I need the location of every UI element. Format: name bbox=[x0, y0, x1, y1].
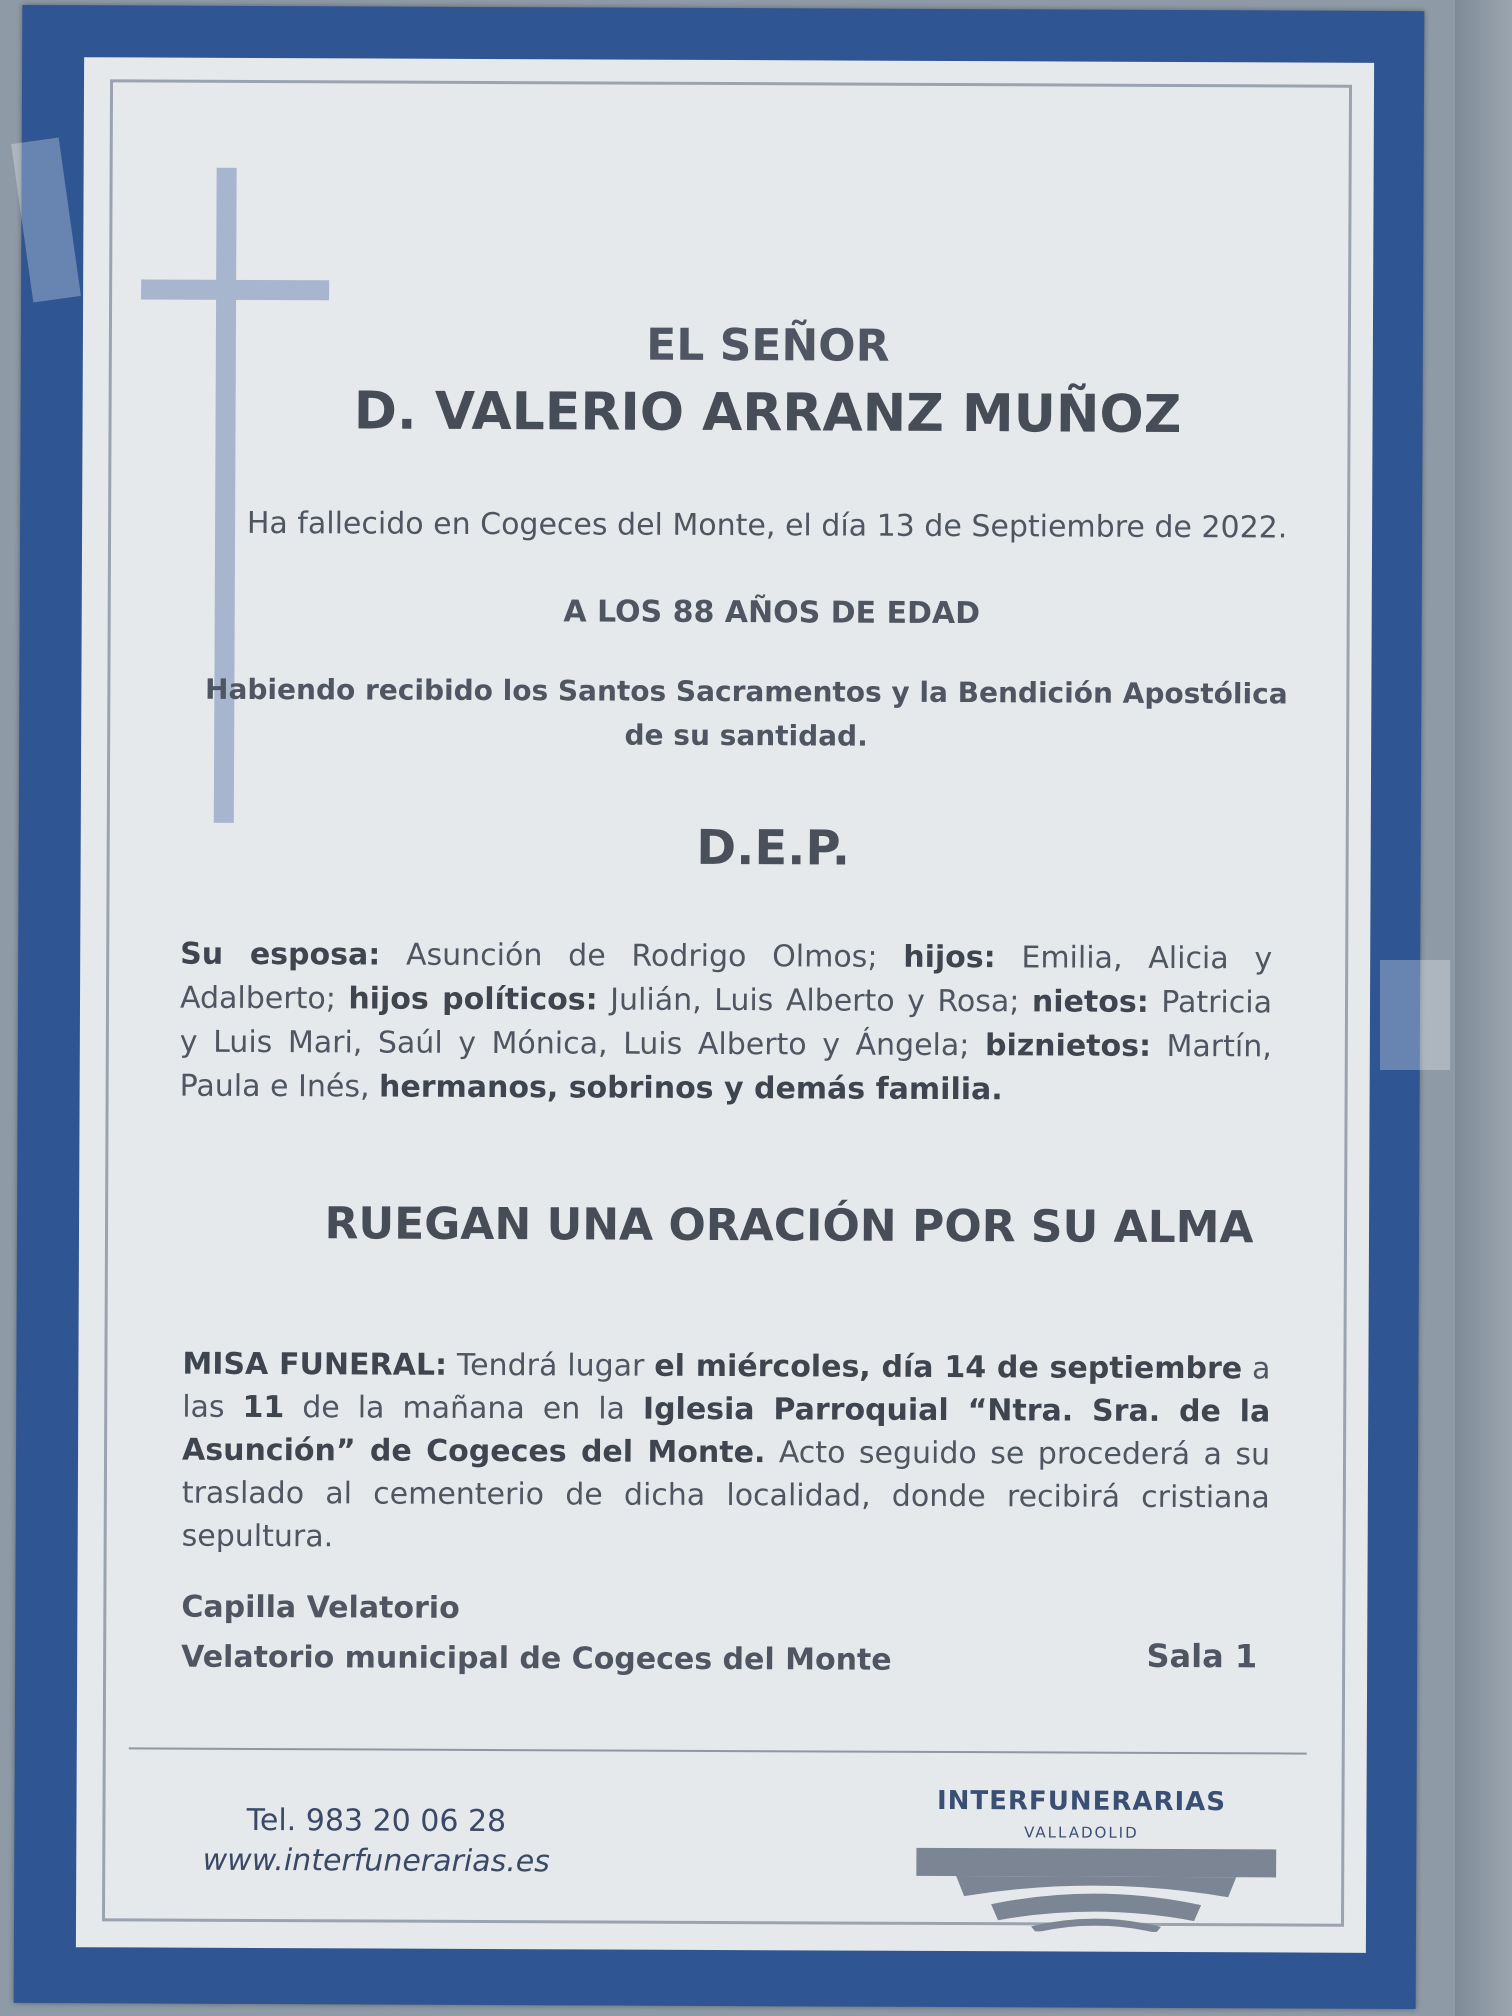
funeral-church: Iglesia Parroquial “Ntra. Sra. de la Asunción” de Cogeces del Monte. bbox=[181, 1391, 1271, 1471]
funeral-text-1: Tendrá lugar bbox=[446, 1347, 655, 1384]
background-wall bbox=[1455, 0, 1512, 2016]
biznietos-names: Martín, Paula e Inés, bbox=[179, 1028, 1272, 1105]
politicos-label: hijos políticos: bbox=[348, 981, 598, 1018]
deceased-name: D. VALERIO ARRANZ MUÑOZ bbox=[353, 381, 1182, 446]
cross-icon-arm bbox=[141, 279, 329, 300]
funeral-text-3: de la mañana en la bbox=[284, 1390, 644, 1427]
dep-heading: D.E.P. bbox=[696, 819, 851, 877]
nietos-names: Patricia y Luis Mari, Saúl y Mónica, Luis Alberto y Ángela; bbox=[179, 984, 1273, 1064]
funeral-label: MISA FUNERAL: bbox=[182, 1346, 448, 1383]
politicos-names: Julián, Luis Alberto y Rosa; bbox=[597, 982, 1033, 1020]
sacraments-line-2: de su santidad. bbox=[624, 718, 868, 753]
chapel-line-2: Velatorio municipal de Cogeces del Monte bbox=[181, 1639, 892, 1678]
brand-name: INTERFUNERARIAS bbox=[936, 1785, 1227, 1818]
funeral-date: el miércoles, día 14 de septiembre bbox=[654, 1348, 1243, 1387]
nietos-label: nietos: bbox=[1031, 984, 1149, 1020]
tape-strip-right bbox=[1380, 960, 1450, 1070]
funeral-text-4: Acto seguido se procederá a su traslado al cementerio de dicha localidad, donde recibirá cristiana sepultura. bbox=[181, 1435, 1271, 1555]
website: www.interfunerarias.es bbox=[202, 1842, 550, 1880]
room-number: Sala 1 bbox=[1146, 1636, 1258, 1676]
hijos-label: hijos: bbox=[903, 939, 996, 976]
family-paragraph bbox=[180, 933, 1273, 1114]
sacraments-statement bbox=[181, 668, 1311, 761]
esposa-name: Asunción de Rodrigo Olmos; bbox=[380, 937, 904, 975]
chapel-info bbox=[181, 1583, 892, 1686]
brand-city: VALLADOLID bbox=[1024, 1823, 1139, 1842]
interfunerarias-logo-icon bbox=[916, 1846, 1276, 1933]
death-statement: Ha fallecido en Cogeces del Monte, el día 13 de Septiembre de 2022. bbox=[246, 505, 1288, 546]
biznietos-label: biznietos: bbox=[984, 1028, 1152, 1064]
phone-number: Tel. 983 20 06 28 bbox=[246, 1802, 507, 1840]
notice-paper bbox=[76, 57, 1374, 1953]
demas-familia: hermanos, sobrinos y demás familia. bbox=[378, 1069, 1003, 1108]
funeral-text-2: a las bbox=[182, 1351, 1271, 1425]
funeral-hour: 11 bbox=[242, 1389, 285, 1426]
prayer-request: RUEGAN UNA ORACIÓN POR SU ALMA bbox=[324, 1198, 1254, 1254]
funeral-paragraph bbox=[182, 1343, 1271, 1563]
hijos-names: Emilia, Alicia y Adalberto; bbox=[179, 940, 1273, 1017]
chapel-line-1: Capilla Velatorio bbox=[181, 1589, 460, 1626]
age-statement: A LOS 88 AÑOS DE EDAD bbox=[563, 594, 981, 632]
funeral-notice-poster bbox=[14, 5, 1425, 2009]
sacraments-line-1: Habiendo recibido los Santos Sacramentos y la Bendición Apostólica bbox=[205, 672, 1288, 711]
title-honorific: EL SEÑOR bbox=[646, 319, 890, 372]
esposa-label: Su esposa: bbox=[180, 936, 381, 973]
